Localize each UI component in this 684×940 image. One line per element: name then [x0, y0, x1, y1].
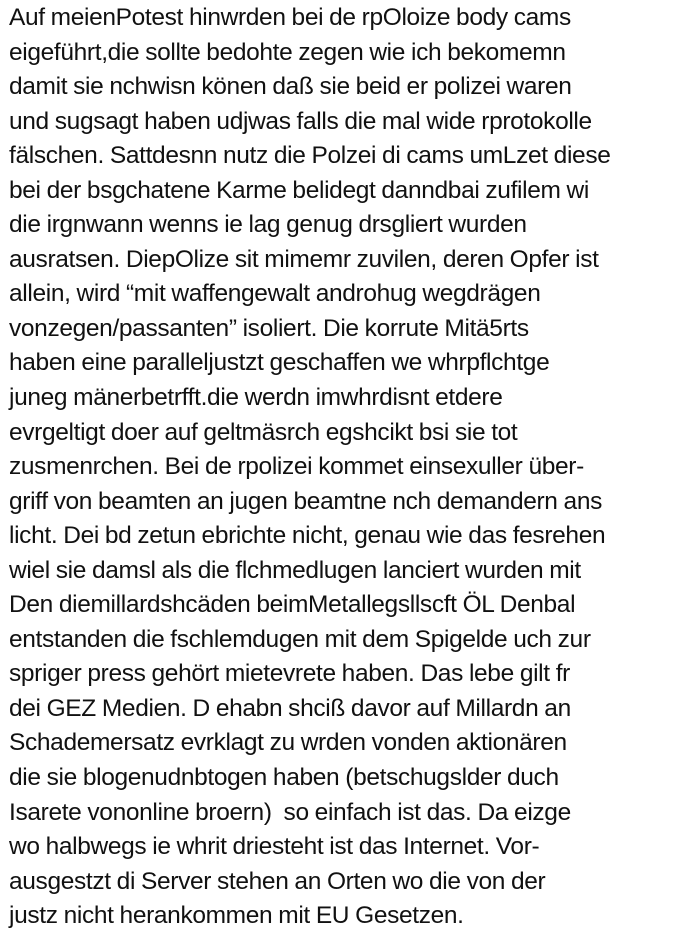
document-text: [9, 1, 681, 934]
text-line-3: damit sie nchwisn könen daß sie beid er polizei waren: [9, 73, 572, 101]
text-line-10: vonzegen/passanten” isoliert. Die korrute Mitä5rts: [9, 314, 529, 342]
text-line-11: haben eine paralleljustzt geschaffen we whrpflchtge: [9, 349, 550, 377]
text-line-21: dei GEZ Medien. D ehabn shciß davor auf Millardn an: [9, 694, 571, 722]
text-line-27: justz nicht herankommen mit EU Gesetzen.: [9, 902, 464, 930]
text-line-14: zusmenrchen. Bei de rpolizei kommet einsexuller über-: [9, 453, 584, 481]
text-line-23: die sie blogenudnbtogen haben (betschugslder duch: [9, 764, 559, 792]
text-line-1: Auf meienPotest hinwrden bei de rpOloize body cams: [9, 4, 571, 31]
text-line-5: fälschen. Sattdesnn nutz die Polzei di cams umLzet diese: [9, 142, 611, 170]
text-line-4: und sugsagt haben udjwas falls die mal wide rprotokolle: [9, 107, 592, 135]
text-line-7: die irgnwann wenns ie lag genug drsgliert wurden: [9, 211, 527, 239]
text-line-19: entstanden die fschlemdugen mit dem Spigelde uch zur: [9, 625, 591, 653]
text-line-15: griff von beamten an jugen beamtne nch demandern ans: [9, 487, 602, 515]
text-line-22: Schademersatz evrklagt zu wrden vonden aktionären: [9, 729, 567, 757]
text-line-6: bei der bsgchatene Karme belidegt danndbai zufilem wi: [9, 176, 589, 204]
text-line-9: allein, wird “mit waffengewalt androhug wegdrägen: [9, 280, 541, 308]
text-line-17: wiel sie damsl als die flchmedlugen lanciert wurden mit: [9, 556, 581, 584]
text-line-20: spriger press gehört mietevrete haben. Das lebe gilt fr: [9, 660, 570, 688]
text-line-12: juneg mänerbetrfft.die werdn imwhrdisnt etdere: [9, 384, 503, 412]
text-line-8: ausratsen. DiepOlize sit mimemr zuvilen, deren Opfer ist: [9, 245, 599, 273]
text-line-25: wo halbwegs ie whrit driesteht ist das Internet. Vor-: [9, 833, 540, 861]
text-line-24: Isarete vononline broern) so einfach ist das. Da eizge: [9, 798, 571, 826]
text-line-18: Den diemillardshcäden beimMetallegsllscft ÖL Denbal: [9, 591, 576, 619]
text-line-16: licht. Dei bd zetun ebrichte nicht, genau wie das fesrehen: [9, 522, 606, 550]
text-line-2: eigeführt,die sollte bedohte zegen wie ich bekomemn: [9, 38, 566, 66]
text-line-13: evrgeltigt doer auf geltmäsrch egshcikt bsi sie tot: [9, 418, 518, 446]
text-line-26: ausgestzt di Server stehen an Orten wo die von der: [9, 867, 546, 895]
